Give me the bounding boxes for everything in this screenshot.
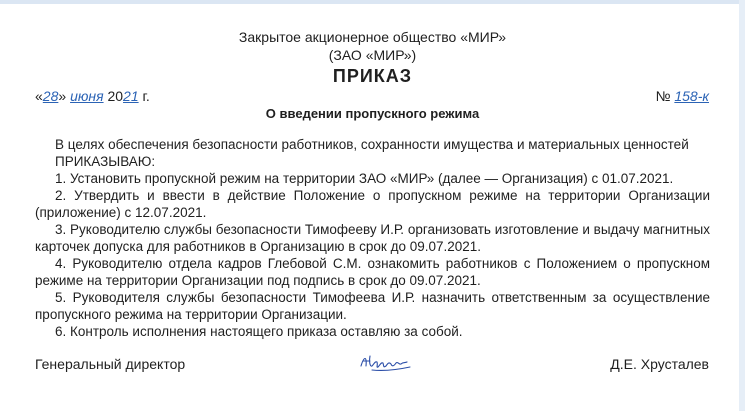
date-close-quote: » (58, 88, 67, 104)
date-year-suffix: 21 (123, 88, 139, 104)
body-paragraph: 3. Руководителю службы безопасности Тимофееву И.Р. организовать изготовление и выдачу магнитных карточек допуска для работников в Организацию в срок до 09.07.2021. (35, 222, 710, 254)
organization-short-name: (ЗАО «МИР») (328, 47, 417, 63)
handwritten-signature (358, 350, 414, 374)
order-subject: О введении пропускного режима (265, 106, 480, 121)
organization-name: Закрытое акционерное общество «МИР» (238, 29, 507, 45)
date-year-word: г. (142, 88, 150, 104)
date-month: июня (70, 88, 104, 104)
date-year-prefix: 20 (107, 88, 124, 104)
body-paragraph: В целях обеспечения безопасности работников, сохранности имущества и материальных ценностей (55, 137, 689, 152)
body-paragraph: ПРИКАЗЫВАЮ: (55, 154, 156, 169)
order-body (35, 136, 710, 340)
document-title: ПРИКАЗ (332, 66, 413, 86)
number-value: 158-к (674, 88, 709, 104)
body-paragraph: 2. Утвердить и ввести в действие Положение о пропускном режиме на территории Организации (приложение) с 12.07.2021. (35, 188, 710, 220)
order-number (655, 88, 709, 104)
body-paragraph: 1. Установить пропускной режим на территории ЗАО «МИР» (далее — Организация) с 01.07.2021. (55, 171, 674, 186)
date-day: 28 (42, 88, 59, 104)
number-label: № (655, 88, 671, 104)
body-paragraph: 4. Руководителю отдела кадров Глебовой С.М. ознакомить работников с Положением о пропускном режиме на территории Организации под подпись в срок до 09.07.2021. (35, 256, 710, 288)
body-paragraph: 5. Руководителя службы безопасности Тимофеева И.Р. назначить ответственным за осуществление пропускного режима на территории Организации. (35, 290, 710, 322)
body-paragraph: 6. Контроль исполнения настоящего приказа оставляю за собой. (55, 324, 463, 339)
signatory-name: Д.Е. Хрусталев (610, 356, 709, 372)
order-date (35, 88, 150, 104)
top-border (0, 0, 745, 4)
signatory-position: Генеральный директор (35, 356, 186, 372)
date-open-quote: « (35, 88, 43, 104)
